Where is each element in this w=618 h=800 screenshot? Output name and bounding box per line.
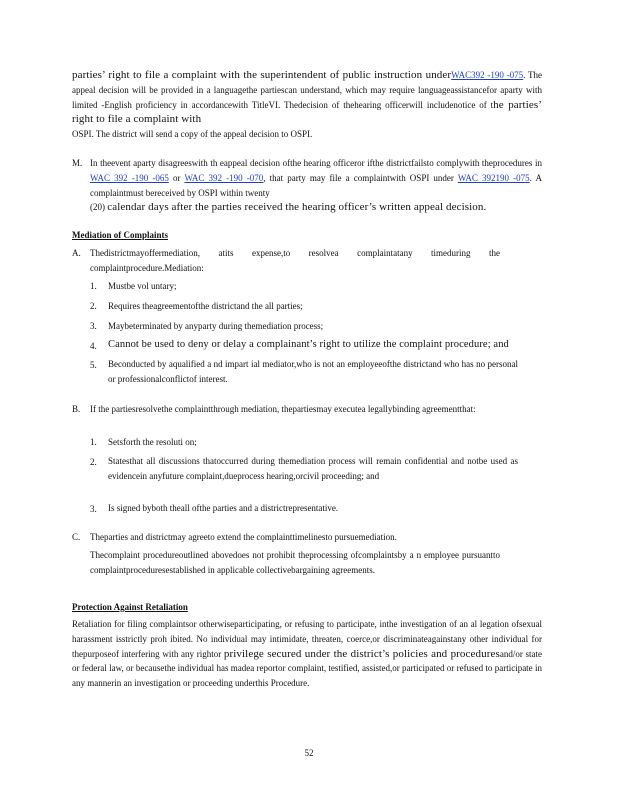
section-label: M. (72, 158, 83, 168)
text-run: and/or state or federal law, or becausethe individual has madea reportor complaint, testified, assisted,or participated or refused to participate in any mannerin an investigation or proceeding underthis Procedure. (72, 648, 542, 689)
mediation-c-text: Theparties and districtmay agreeto extend the complainttimelinesto pursuemediation. (90, 532, 397, 542)
text-run: parties’ right to file a complaint with the superintendent of public instruction under (72, 69, 452, 81)
list-number: 2. (90, 301, 97, 311)
list-item: Beconducted by aqualified a nd impart ial mediator,who is not an employeeofthe districtand who has no personal or professionalconflictof interest. (108, 359, 518, 384)
list-number: 3. (90, 504, 97, 514)
list-number: 2. (90, 457, 97, 467)
section-label: A. (72, 248, 81, 258)
list-item: Statesthat all discussions thatoccurred during themediation process will remain confidential and notbe used as evidencein anyfuture complaint,dueprocess hearing,orcivil proceeding; and (108, 456, 518, 481)
text-run: or (172, 172, 181, 183)
text-run: In theevent aparty disagreeswith th eappeal decision ofthe hearing officeror ifthe districtfailsto complywith theprocedures in (90, 158, 542, 168)
list-number: 3. (90, 321, 97, 331)
text-run: . The appeal decision will be provided in a languagethe partiescan understand, which may require languageassistancefor aparty with limited -English proficiency in accordancewith TitleVI. Thedecision of thehearing officerwill includenotice of t (72, 70, 542, 110)
list-number: 5. (90, 360, 97, 370)
text-run: OSPI. The district will send a copy of the appeal decision to OSPI. (72, 129, 313, 140)
mediation-b-text: If the partiesresolvethe complaintthrough mediation, thepartiesmay executea legallybinding agreementthat: (90, 404, 476, 414)
retaliation-paragraph (72, 617, 542, 691)
text-run: Retaliation for filing complaintsor otherwiseparticipating, or refusing to participate, inthe investigation of an al legation ofsexual harassment isstrictly proh ibited. No individual may intimidate, threaten, coerce,or discriminateagainstany other individual for thepurposeof interfering with any rightor (72, 619, 542, 659)
section-label: C. (72, 532, 81, 542)
list-number: 1. (90, 281, 97, 291)
text-run: privilege secured under the district’s policies and procedures (223, 647, 500, 660)
list-item: Setsforth the resoluti on; (108, 437, 197, 447)
list-item: Mustbe vol untary; (108, 281, 177, 291)
section-label: B. (72, 404, 81, 414)
list-item: Cannot be used to deny or delay a complainant’s right to utilize the complaint procedure; and (108, 339, 509, 350)
appeal-paragraph (72, 68, 542, 142)
list-number: 4. (90, 341, 97, 351)
page-number: 52 (304, 748, 314, 758)
wac-link[interactable]: WAC392 -190 -075 (451, 70, 524, 80)
mediation-a-text: Thedistrictmayoffermediation, atits expense,to resolvea complaintatany timeduring the complaintprocedure.Mediation: (90, 248, 500, 273)
wac-link[interactable]: WAC 392 -190 -065 (90, 172, 169, 183)
list-item: Is signed byboth theall ofthe parties and a districtrepresentative. (108, 503, 339, 513)
wac-link[interactable]: WAC 392190 -075 (457, 172, 530, 183)
list-item: Requires theagreementofthe districtand the all parties; (108, 301, 303, 311)
text-run: calendar days after the parties received the hearing officer’s written appeal decision. (107, 201, 487, 214)
text-run: . A complaintmust bereceived by OSPI within twenty (90, 172, 543, 198)
text-run: , that party may file a complaintwith OSPI under (263, 172, 454, 183)
section-heading: Protection Against Retaliation (72, 602, 188, 612)
text-run: (20) (90, 202, 105, 213)
mediation-c-text: Thecomplaint procedureoutlined abovedoes not prohibit theprocessing ofcomplaintsby a n employee pursuantto complaintproceduresestablished in applicable collectivebargaining agreements. (90, 550, 500, 575)
list-item: Maybeterminated by anyparty during themediation process; (108, 321, 324, 331)
section-heading: Mediation of Complaints (72, 230, 169, 240)
text-run: he parties’ right to file a complaint with (72, 98, 542, 126)
section-m-paragraph (90, 156, 542, 215)
list-number: 1. (90, 437, 97, 447)
wac-link[interactable]: WAC 392 -190 -070 (184, 172, 264, 183)
